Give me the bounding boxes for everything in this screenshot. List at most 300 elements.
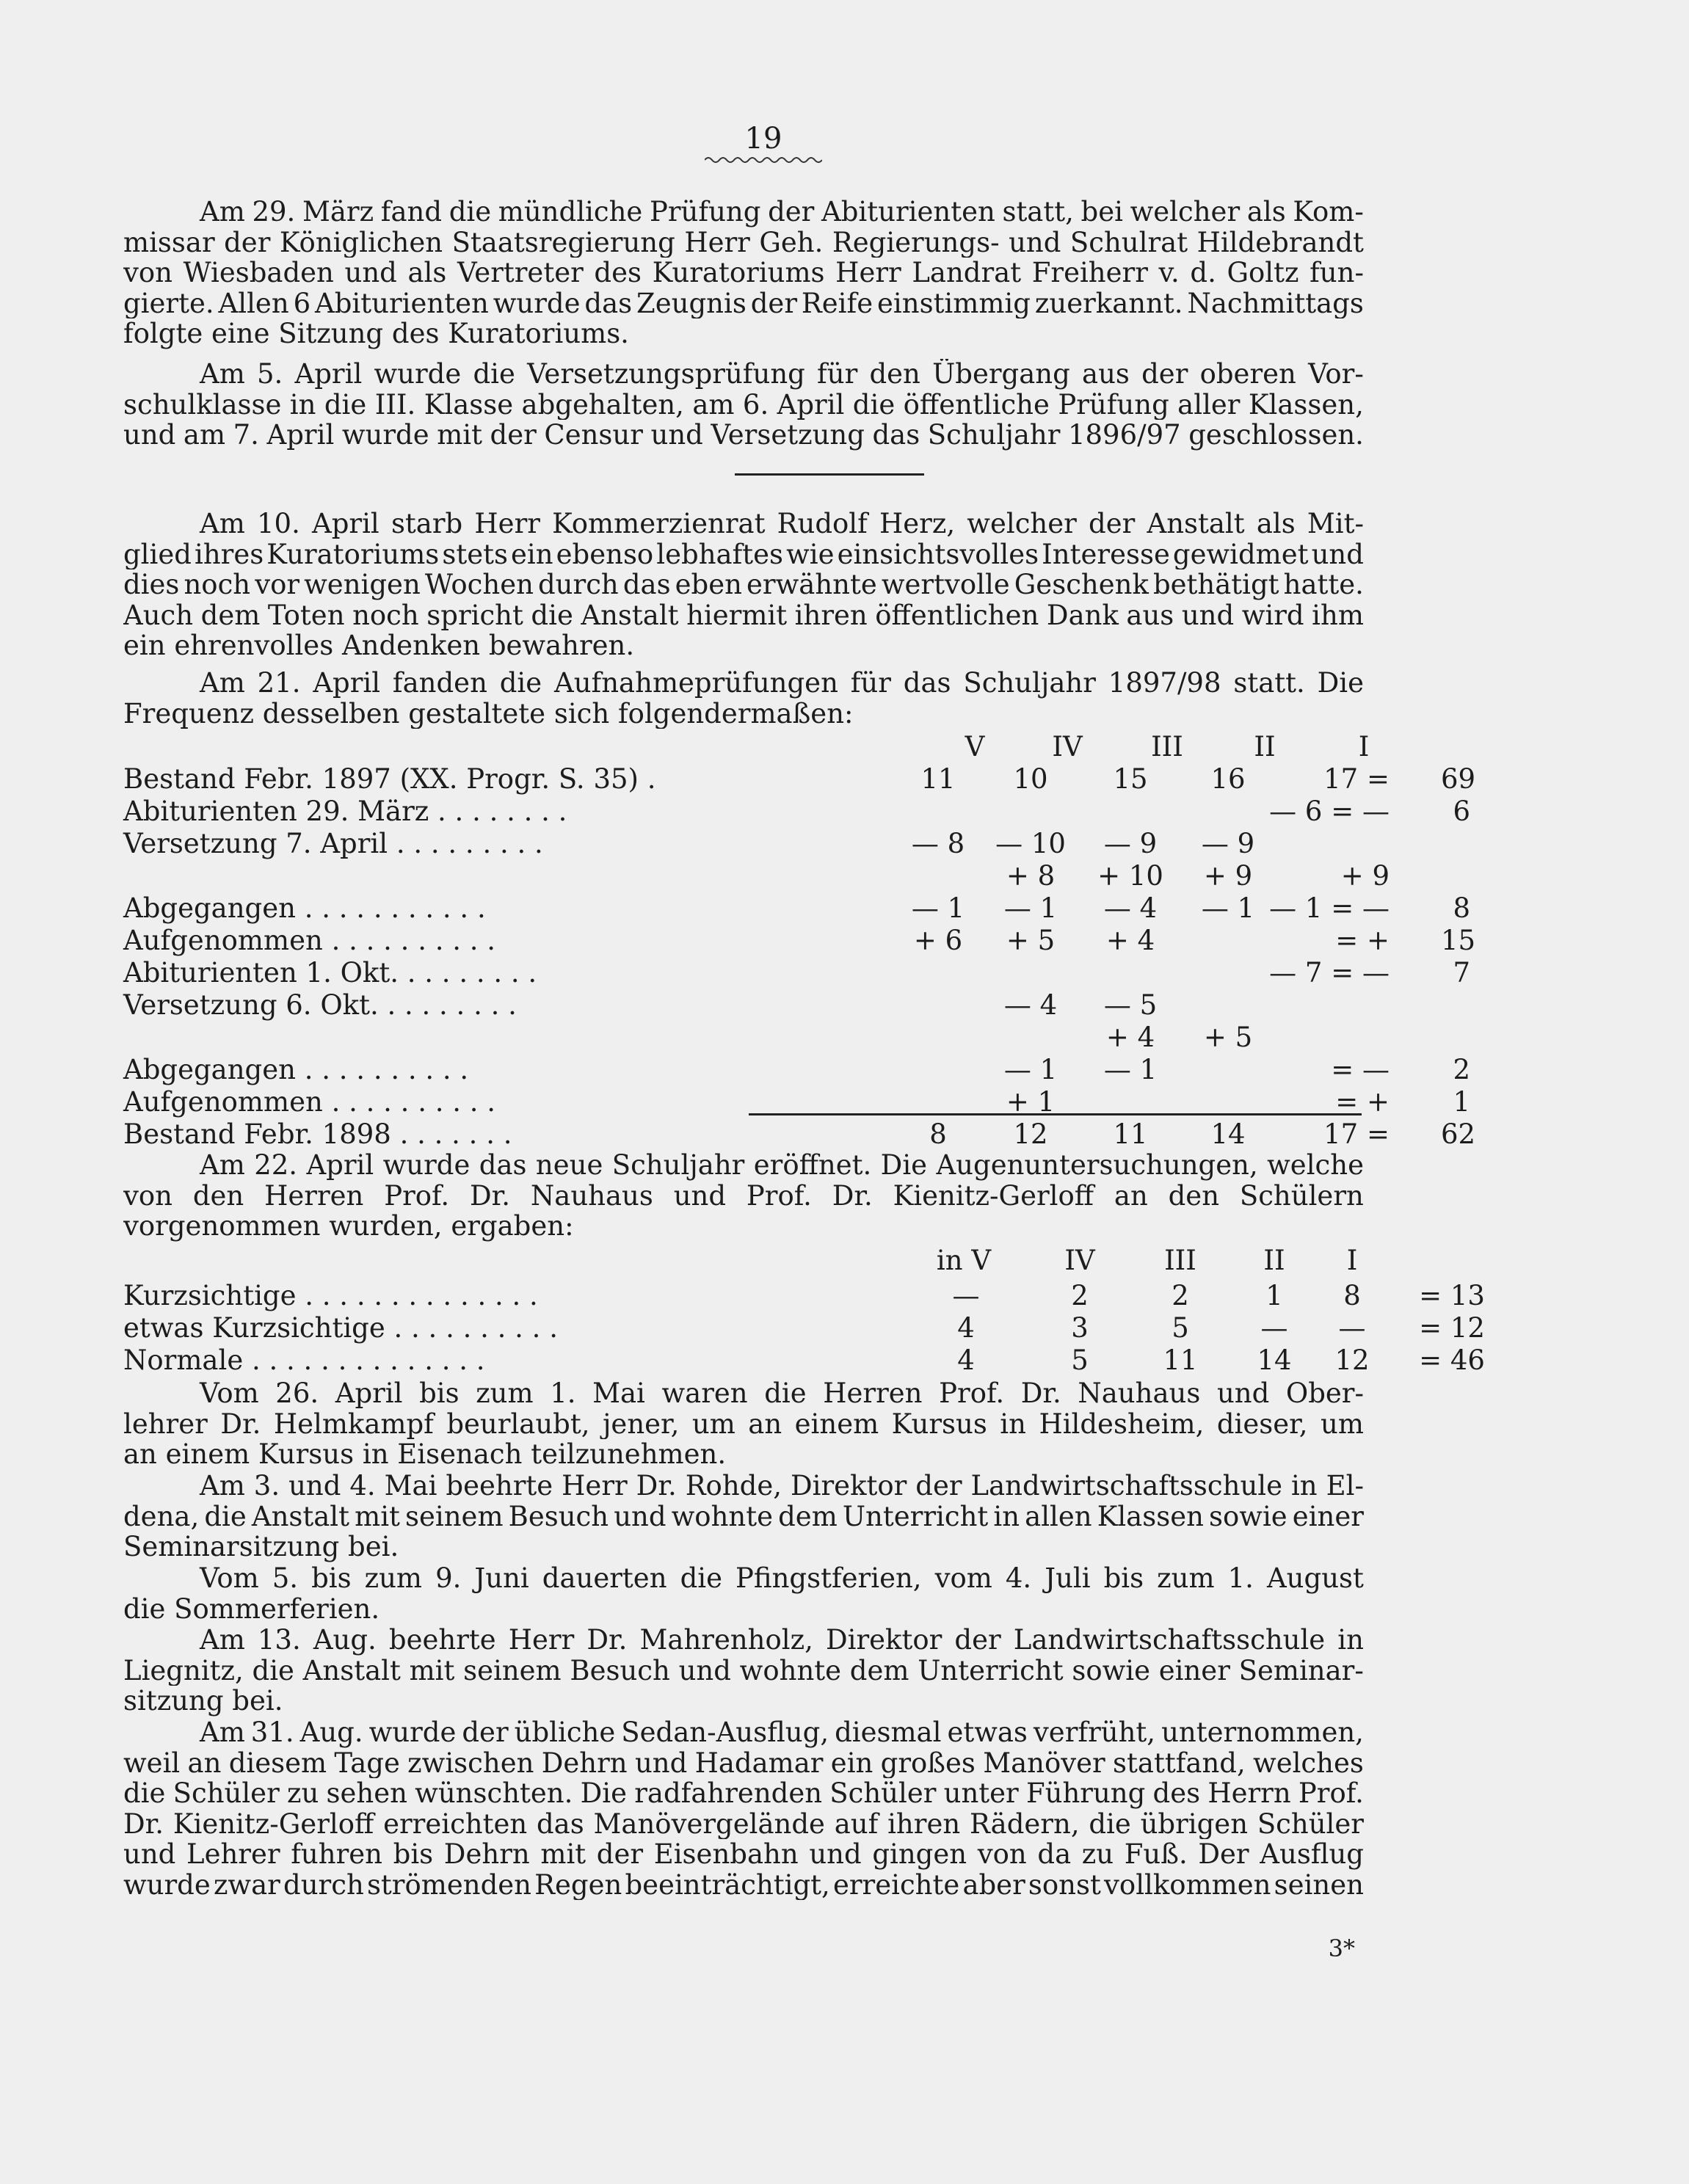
word: bis <box>393 1839 434 1870</box>
word: Tage <box>334 1747 400 1778</box>
word: als <box>407 258 447 288</box>
word: durch <box>283 1869 364 1900</box>
word: El- <box>1326 1471 1364 1502</box>
word: zum <box>1157 1563 1215 1594</box>
word: übliche <box>514 1717 616 1748</box>
word: 4. <box>1005 1563 1032 1594</box>
word: Prof. <box>1298 1778 1364 1809</box>
word: Kuratoriums <box>652 258 825 288</box>
table-cell: 17 = <box>1323 1118 1390 1150</box>
word: des <box>594 258 642 288</box>
row-label: etwas Kurzsichtige . . . . . . . . . . <box>123 1312 558 1344</box>
word: dieser, <box>1216 1408 1308 1439</box>
table-cell: — 5 <box>1103 989 1158 1021</box>
word: Juli <box>1045 1563 1091 1594</box>
word: für <box>850 668 891 699</box>
word: 6 <box>293 288 311 318</box>
word: fuhren <box>291 1839 382 1870</box>
word: Wochen <box>424 569 534 600</box>
word: Vom <box>200 1563 259 1594</box>
word: öffentliche <box>903 389 1050 420</box>
word: Hildebrandt <box>1196 227 1364 258</box>
word: Dr. <box>832 1180 873 1211</box>
word: bis <box>419 1378 460 1409</box>
word: Unterricht <box>918 1655 1064 1686</box>
table-cell: 17 = <box>1323 763 1390 795</box>
word: Mahrenholz, <box>639 1625 813 1656</box>
word: lehrer <box>123 1408 208 1439</box>
word: als <box>1246 197 1286 228</box>
table-cell: — 4 <box>1103 892 1158 924</box>
word: welcher <box>967 509 1077 539</box>
word: Schuljahr <box>611 1150 745 1181</box>
word: beeinträchtigt, <box>625 1869 830 1900</box>
word: einem <box>794 1408 879 1439</box>
word: unter <box>943 1778 1019 1809</box>
text-line <box>123 420 1364 451</box>
word: Regen <box>534 1869 622 1900</box>
table-cell: — 1 <box>1003 1054 1058 1085</box>
word: Liegnitz, <box>123 1655 244 1686</box>
table-cell: + 5 <box>1006 925 1056 956</box>
word: für <box>817 359 858 390</box>
word: vollkommen <box>1104 1869 1271 1900</box>
word: auf <box>834 1808 879 1839</box>
word: Manöver <box>983 1747 1105 1778</box>
table-cell: = 13 <box>1419 1280 1485 1311</box>
word: Schüler <box>172 1778 280 1809</box>
word: da <box>1037 1839 1072 1870</box>
word: Staatsregierung <box>451 227 675 258</box>
text-line <box>123 699 1364 729</box>
text-line <box>123 197 1364 228</box>
word: Landrat <box>912 258 1022 288</box>
word: Eisenbahn <box>653 1839 799 1870</box>
word: ihren <box>887 1808 961 1839</box>
word: die <box>499 668 542 699</box>
word: Reife <box>801 288 873 318</box>
text-line <box>123 1625 1364 1656</box>
word: 9. <box>435 1563 462 1594</box>
table-cell: — <box>1260 1312 1288 1344</box>
word: großes <box>880 1747 976 1778</box>
word: an <box>748 1408 782 1439</box>
table-cell: 1 <box>1265 1280 1283 1311</box>
text-line <box>123 1409 1364 1440</box>
word: den <box>192 1180 244 1211</box>
word: April <box>335 1378 403 1409</box>
table-cell: — 1 <box>1201 892 1255 924</box>
word: Freiherr <box>1031 258 1148 288</box>
frequency-sum-rule <box>749 1113 1362 1115</box>
table-cell: = + <box>1335 1086 1390 1118</box>
word: öffentlichen <box>875 600 1039 630</box>
signature-mark: 3* <box>1328 1934 1355 1962</box>
word: ihm <box>1312 600 1364 630</box>
word: Klassen <box>1097 1501 1204 1532</box>
word: Hildesheim, <box>1039 1408 1205 1439</box>
word: März <box>302 197 374 228</box>
word: unternommen, <box>1161 1717 1364 1748</box>
table-cell: + 4 <box>1105 1022 1155 1053</box>
word: 29. <box>252 197 296 228</box>
word: die <box>473 359 515 390</box>
word: Rohde, <box>685 1471 782 1502</box>
word: wohnte <box>739 1655 842 1686</box>
word: und <box>288 1471 341 1502</box>
text-line <box>123 1594 1364 1625</box>
word: Landwirtschaftsschule <box>970 1471 1282 1502</box>
row-label: Kurzsichtige . . . . . . . . . . . . . . <box>123 1280 538 1311</box>
word: die <box>764 1378 807 1409</box>
text-line <box>123 1563 1364 1594</box>
word: Zeugnis <box>636 288 747 318</box>
word: 3. <box>253 1471 280 1502</box>
word: Kuratoriums <box>266 539 440 569</box>
page-number: 19 <box>744 122 782 156</box>
table-cell: — 1 = — <box>1269 892 1390 924</box>
word: einstimmig <box>877 288 1031 318</box>
word: Vom <box>200 1378 259 1409</box>
text-line <box>123 1748 1364 1779</box>
table-cell: 6 <box>1453 796 1470 827</box>
word: ein <box>830 1747 873 1778</box>
table-cell: 8 <box>1453 892 1470 924</box>
row-label: Aufgenommen . . . . . . . . . . <box>123 1086 496 1118</box>
word: an einem Kursus in Eisenach teilzunehmen. <box>123 1439 727 1470</box>
word: eröffnet. <box>753 1150 872 1181</box>
table-cell: = 12 <box>1419 1312 1485 1344</box>
table-cell: 2 <box>1071 1280 1089 1311</box>
table-cell: = + <box>1335 925 1390 956</box>
table-cell: 16 <box>1210 763 1246 795</box>
row-label: Versetzung 7. April . . . . . . . . . <box>123 828 543 859</box>
word: Nachmittags <box>1187 288 1364 318</box>
word: Direktor <box>790 1471 907 1502</box>
table-cell: — 8 <box>911 828 965 859</box>
text-line <box>123 1439 1364 1470</box>
word: Herrn <box>1207 1778 1291 1809</box>
word: das <box>872 420 920 451</box>
row-label: Abiturienten 1. Okt. . . . . . . . . <box>123 957 537 989</box>
table-cell: 14 <box>1210 1118 1246 1150</box>
word: Dr. <box>470 1180 511 1211</box>
word: Mai <box>592 1378 645 1409</box>
word: und <box>614 1501 666 1532</box>
word: die Sommerferien. <box>123 1593 380 1624</box>
word: Direktor <box>825 1625 942 1656</box>
word: zu <box>1081 1839 1114 1870</box>
word: an <box>187 1747 222 1778</box>
table-cell: — 1 <box>911 892 965 924</box>
word: von <box>123 258 173 288</box>
table-cell: 11 <box>920 763 956 795</box>
section-divider <box>735 473 924 476</box>
word: dem <box>778 1501 838 1532</box>
table-cell: 15 <box>1113 763 1148 795</box>
word: und <box>809 1839 862 1870</box>
word: allen <box>1025 1501 1092 1532</box>
word: noch <box>352 600 419 630</box>
word: etwas <box>947 1717 1028 1748</box>
word: abgehalten, <box>521 389 684 420</box>
word: welches <box>1253 1747 1364 1778</box>
word: weil <box>123 1747 181 1778</box>
paragraph-visit-rohde <box>123 1471 1364 1562</box>
table-cell: 2 <box>1453 1054 1470 1085</box>
word: die <box>324 389 367 420</box>
word: ebenso <box>556 539 654 569</box>
word: stets <box>442 539 508 569</box>
word: Frequenz desselben gestaltete sich folgendermaßen: <box>123 698 854 729</box>
word: 1897/98 <box>1108 668 1221 699</box>
word: Prüfung <box>1058 389 1169 420</box>
word: aus <box>1082 359 1130 390</box>
table-cell: 62 <box>1441 1118 1476 1150</box>
table-cell: 69 <box>1441 763 1476 795</box>
word: wurde <box>382 1150 471 1181</box>
word: Am <box>200 1717 245 1748</box>
word: 1. <box>550 1378 576 1409</box>
table-cell: — <box>952 1280 980 1311</box>
word: wertvolle <box>881 569 1010 600</box>
word: vor <box>255 569 300 600</box>
word: hatte. <box>1283 569 1364 600</box>
word: die <box>852 389 896 420</box>
paragraph-holidays <box>123 1563 1364 1624</box>
word: Kienitz-Gerloff <box>172 1808 374 1839</box>
word: ihren <box>794 600 868 630</box>
word: Anstalt <box>251 1501 350 1532</box>
word: übrigen <box>1140 1808 1249 1839</box>
word: diesmal <box>835 1717 942 1748</box>
word: Augenuntersuchungen, <box>936 1150 1258 1181</box>
word: der <box>490 420 537 451</box>
word: als <box>1256 509 1296 539</box>
word: zum <box>476 1378 534 1409</box>
word: Vertreter <box>457 258 584 288</box>
row-label: Bestand Febr. 1897 (XX. Progr. S. 35) . <box>123 763 656 795</box>
word: der <box>1141 359 1188 390</box>
word: Geschenk <box>1014 569 1149 600</box>
table-cell: 4 <box>957 1312 975 1344</box>
word: 5. <box>272 1563 299 1594</box>
word: Versetzung <box>711 420 865 451</box>
word: Schüler <box>829 1778 937 1809</box>
table-cell: + 10 <box>1097 860 1163 892</box>
word: dena, <box>123 1501 200 1532</box>
word: Anstalt <box>1147 509 1245 539</box>
word: dies <box>123 569 180 600</box>
word: starb <box>391 509 463 539</box>
word: noch <box>184 569 251 600</box>
column-header: II <box>1254 731 1276 762</box>
word: und <box>123 1839 176 1870</box>
word: den <box>1168 1180 1220 1211</box>
row-label: Normale . . . . . . . . . . . . . . <box>123 1344 485 1376</box>
word: strömenden <box>366 1869 531 1900</box>
word: und <box>1311 539 1364 569</box>
word: Schuljahr <box>927 420 1061 451</box>
word: 31. <box>250 1717 294 1748</box>
word: Dehrn <box>443 1839 530 1870</box>
word: gewidmet <box>1172 539 1309 569</box>
table-cell: 3 <box>1071 1312 1089 1344</box>
word: sowie <box>1072 1655 1150 1686</box>
row-label: Versetzung 6. Okt. . . . . . . . . <box>123 989 517 1021</box>
word: wurde <box>123 1869 211 1900</box>
word: einsichtsvolles <box>837 539 1039 569</box>
word: gingen <box>872 1839 967 1870</box>
word: Schülern <box>1239 1180 1364 1211</box>
word: Dehrn <box>541 1747 628 1778</box>
table-cell: + 6 <box>913 925 963 956</box>
word: die <box>680 1563 722 1594</box>
word: Die <box>1317 668 1364 699</box>
word: Mai <box>384 1471 437 1502</box>
word: mit <box>355 1501 400 1532</box>
word: Prof. <box>939 1378 1005 1409</box>
word: das <box>584 288 633 318</box>
word: wie <box>786 539 835 569</box>
word: 1896/97 <box>1067 420 1181 451</box>
word: der <box>750 288 798 318</box>
word: Schulrat <box>1069 227 1188 258</box>
word: Klasse <box>424 389 514 420</box>
word: das <box>903 668 951 699</box>
word: zuerkannt. <box>1034 288 1183 318</box>
word: Kom- <box>1293 197 1364 228</box>
word: in <box>1000 1408 1026 1439</box>
word: Dr. <box>636 1471 677 1502</box>
text-line <box>123 1809 1364 1840</box>
table-cell: 8 <box>1343 1280 1361 1311</box>
word: Am <box>200 1150 245 1181</box>
text-line <box>123 1686 1364 1717</box>
word: welcher <box>1130 197 1241 228</box>
word: in <box>289 389 316 420</box>
text-line <box>123 288 1364 319</box>
table-cell: 14 <box>1257 1344 1292 1376</box>
word: 13. <box>257 1625 301 1656</box>
word: Aug. <box>299 1717 363 1748</box>
word: das <box>622 569 671 600</box>
word: Herren <box>823 1378 923 1409</box>
text-line <box>123 1870 1364 1901</box>
table-cell: + 8 <box>1006 860 1056 892</box>
row-label: Abgegangen . . . . . . . . . . . <box>123 892 486 924</box>
paragraph-obituary-herz <box>123 509 1364 661</box>
word: mit <box>437 420 482 451</box>
word: Am <box>200 197 245 228</box>
word: und <box>1181 600 1235 630</box>
text-line <box>123 630 1364 661</box>
word: und <box>650 420 703 451</box>
word: Dr. <box>220 1408 261 1439</box>
frequency-table <box>123 731 1476 1150</box>
word: Geh. <box>759 227 824 258</box>
word: Ausflug <box>1260 1839 1364 1870</box>
word: Rädern, <box>969 1808 1080 1839</box>
word: wird <box>1241 600 1304 630</box>
table-cell: 4 <box>957 1344 975 1376</box>
word: Herr <box>562 1471 628 1502</box>
word: wurde <box>374 359 462 390</box>
column-header: I <box>1346 1245 1358 1276</box>
word: Der <box>1198 1839 1249 1870</box>
word: schulklasse <box>123 389 282 420</box>
word: das <box>479 1150 527 1181</box>
word: Prüfung <box>649 197 761 228</box>
word: sehen <box>326 1778 407 1809</box>
word: in <box>1290 1471 1318 1502</box>
word: 1. <box>1227 1563 1254 1594</box>
word: verfrüht, <box>1033 1717 1156 1748</box>
word: wohnte <box>671 1501 774 1532</box>
word: und <box>673 1180 727 1211</box>
paragraph-eye-examinations <box>123 1150 1364 1242</box>
word: April <box>266 420 335 451</box>
word: zum <box>364 1563 423 1594</box>
word: aller <box>1177 389 1241 420</box>
word: Am <box>200 1625 245 1656</box>
word: Rudolf <box>777 509 868 539</box>
word: vom <box>934 1563 992 1594</box>
text-line <box>123 1181 1364 1212</box>
word: Dr. <box>1020 1378 1061 1409</box>
word: Auch <box>123 600 194 630</box>
word: um <box>1320 1408 1364 1439</box>
word: Fuß. <box>1124 1839 1188 1870</box>
word: Herz, <box>879 509 956 539</box>
word: Dank <box>1046 600 1119 630</box>
word: Am <box>200 509 245 539</box>
word: Abiturienten <box>821 197 995 228</box>
word: dem <box>200 600 261 630</box>
word: April <box>306 1150 374 1181</box>
word: Herr <box>474 509 540 539</box>
word: durch <box>538 569 619 600</box>
text-line <box>123 359 1364 390</box>
word: aber <box>962 1869 1025 1900</box>
word: Dr. <box>123 1808 164 1839</box>
word: III. <box>374 389 416 420</box>
word: wurde <box>493 288 581 318</box>
word: Königlichen <box>279 227 443 258</box>
word: um <box>691 1408 735 1439</box>
table-cell: — 9 <box>1103 828 1158 859</box>
word: fand <box>380 197 443 228</box>
word: Prof. <box>384 1180 450 1211</box>
word: in <box>1337 1625 1364 1656</box>
word: ihres <box>195 539 264 569</box>
row-label: Abgegangen . . . . . . . . . . <box>123 1054 469 1085</box>
table-cell: 2 <box>1172 1280 1189 1311</box>
text-line <box>123 539 1364 570</box>
word: Prof. <box>746 1180 812 1211</box>
word: welche <box>1267 1150 1364 1181</box>
word: dem <box>849 1655 909 1686</box>
table-cell: 11 <box>1113 1118 1148 1150</box>
word: Kienitz-Gerloff <box>893 1180 1094 1211</box>
word: und <box>344 258 397 288</box>
word: Lehrer <box>186 1839 280 1870</box>
word: und <box>678 1655 731 1686</box>
word: wurde <box>341 420 429 451</box>
word: Landwirtschaftsschule <box>1013 1625 1326 1656</box>
word: fanden <box>392 668 487 699</box>
word: April <box>777 389 845 420</box>
